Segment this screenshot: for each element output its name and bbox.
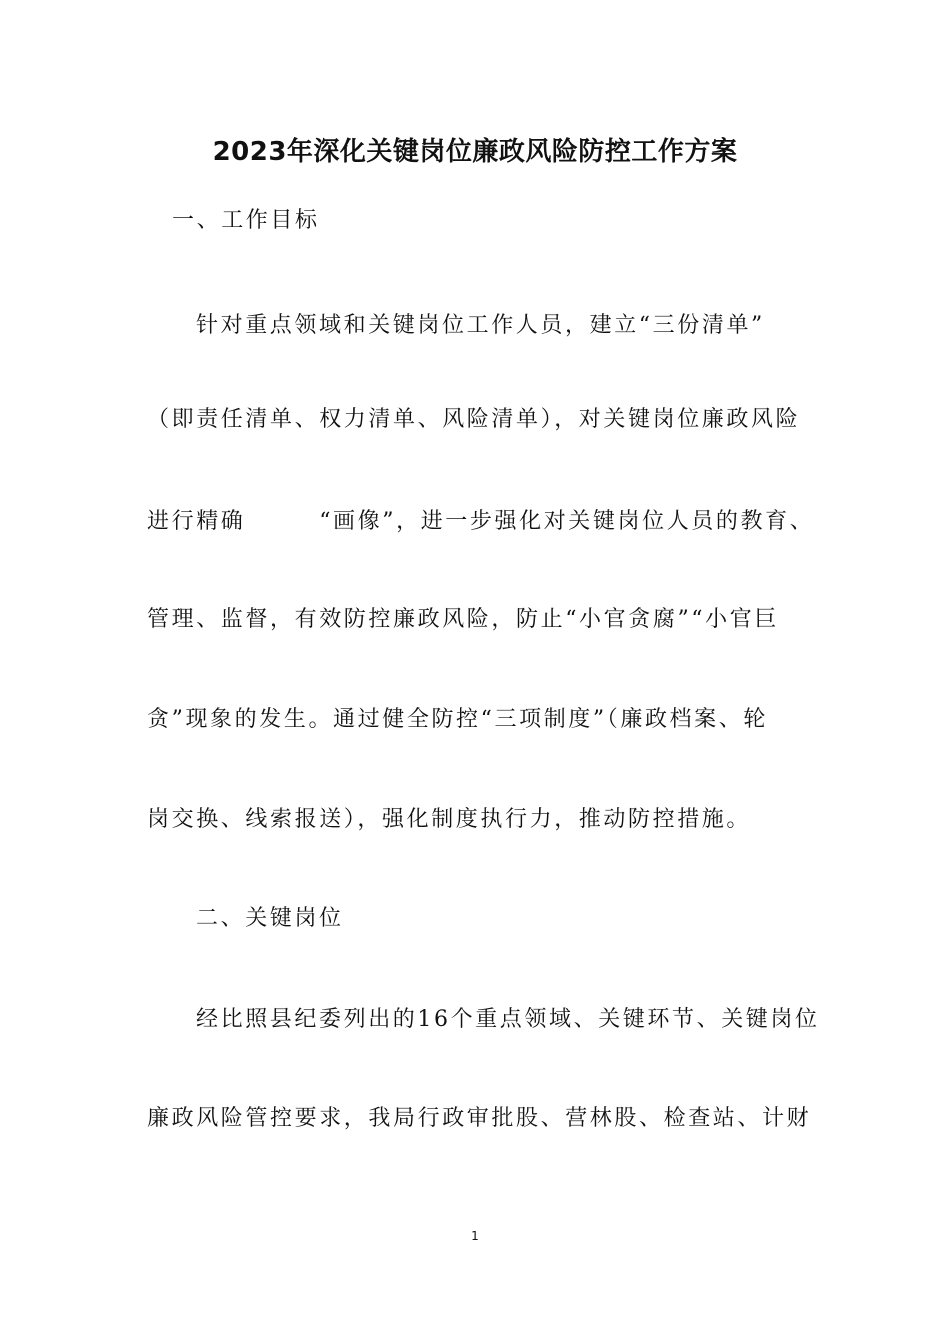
paragraph-line: 进行精确 “画像”，进一步强化对关键岗位人员的教育、 [147, 509, 815, 534]
paragraph-line: 管理、监督，有效防控廉政风险，防止“小官贪腐”“小官巨 [147, 607, 779, 632]
page-number: 1 [471, 1229, 479, 1243]
paragraph-line: 廉政风险管控要求，我局行政审批股、营林股、检查站、计财 [147, 1106, 812, 1131]
paragraph-line: （即责任清单、权力清单、风险清单），对关键岗位廉政风险 [147, 407, 801, 432]
paragraph-line: 岗交换、线索报送），强化制度执行力，推动防控措施。 [147, 807, 752, 832]
paragraph-line: 针对重点领域和关键岗位工作人员，建立“三份清单” [196, 313, 765, 338]
section-heading-key-posts: 二、关键岗位 [196, 906, 344, 931]
paragraph-line: 经比照县纪委列出的16个重点领域、关键环节、关键岗位 [196, 1007, 820, 1032]
section-heading-goals: 一、工作目标 [172, 208, 320, 233]
paragraph-line: 贪”现象的发生。通过健全防控“三项制度”（廉政档案、轮 [147, 707, 768, 732]
document-title: 2023年深化关键岗位廉政风险防控工作方案 [212, 137, 738, 167]
